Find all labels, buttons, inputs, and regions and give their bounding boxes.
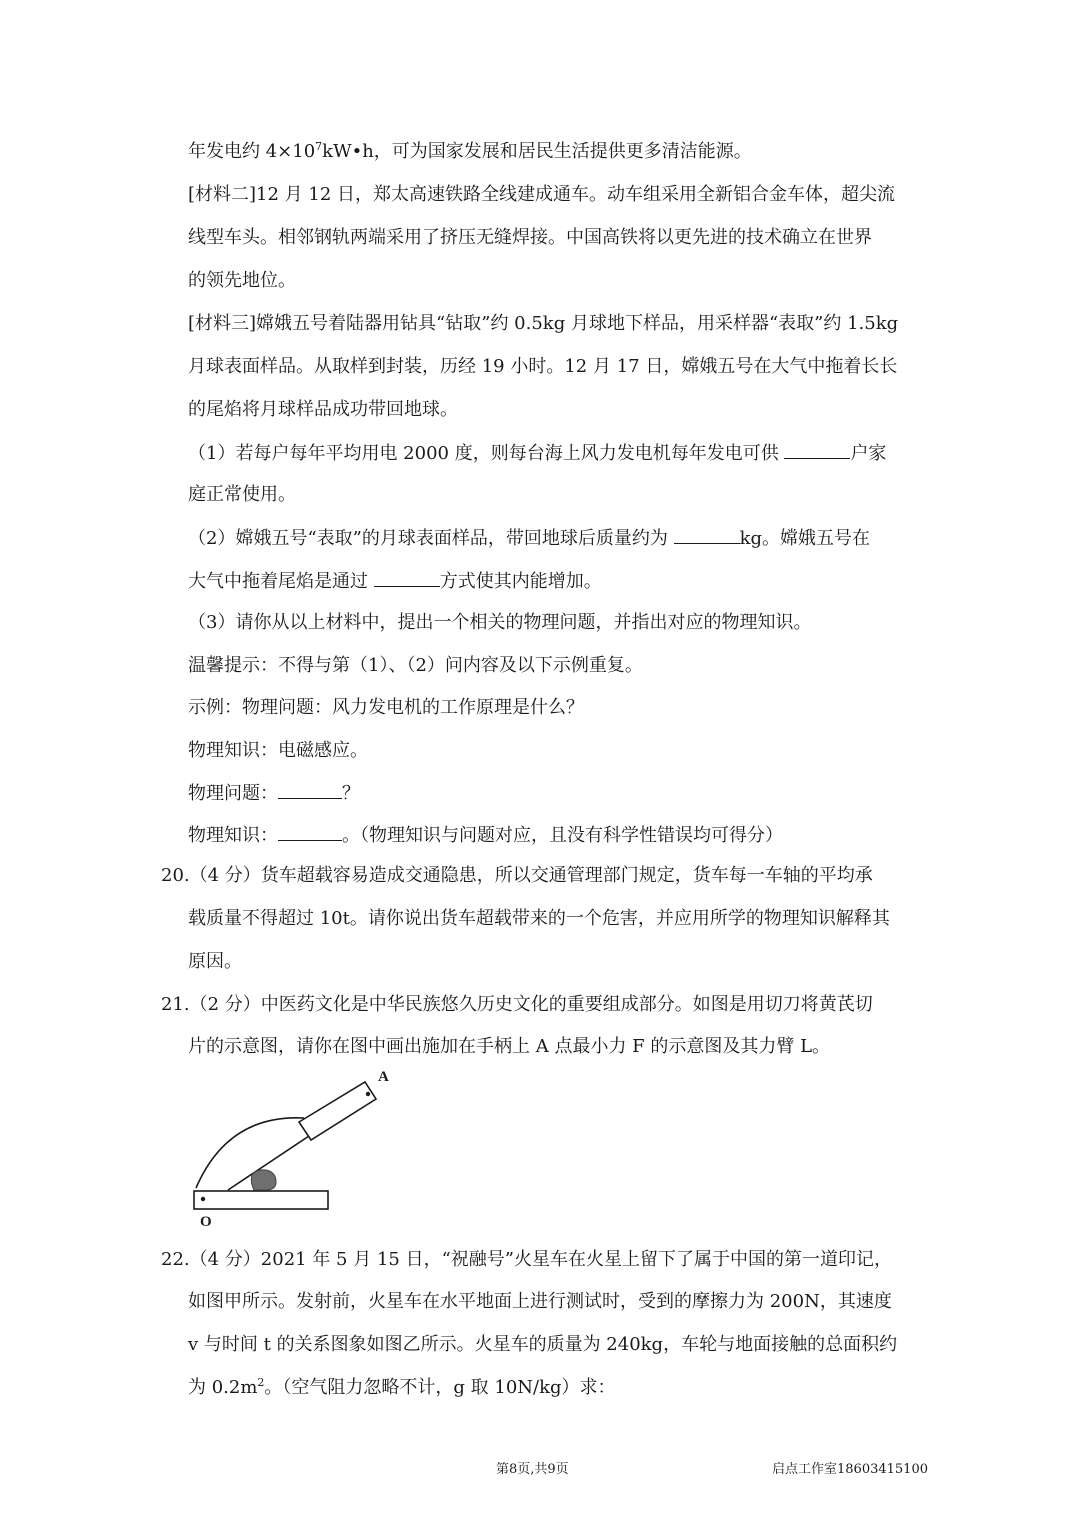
text-line (188, 141, 752, 163)
text-span: 大气中拖着尾焰是通过 (188, 571, 374, 592)
page-number: 第8页,共9页 (496, 1462, 569, 1477)
question-20-line: 20.（4 分）货车超载容易造成交通隐患，所以交通管理部门规定，货车每一车轴的平均承 (161, 865, 873, 886)
text-span: 年发电约 4×10 (188, 141, 316, 162)
text-line: v 与时间 t 的关系图象如图乙所示。火星车的质量为 240kg，车轮与地面接触的总面积约 (188, 1334, 898, 1355)
label-o: O (200, 1214, 212, 1230)
text-line: 物理知识：电磁感应。 (188, 740, 368, 761)
text-line (188, 442, 886, 465)
text-line: 庭正常使用。 (188, 484, 296, 505)
text-line (188, 782, 360, 805)
text-line: 的尾焰将月球样品成功带回地球。 (188, 399, 458, 420)
text-span: （1）若每户每年平均用电 2000 度，则每台海上风力发电机每年发电可供 (188, 443, 785, 464)
text-span: 。（物理知识与问题对应，且没有科学性错误均可得分） (342, 825, 783, 846)
text-span: 为 0.2m (188, 1377, 258, 1398)
text-line: 载质量不得超过 10t。请你说出货车超载带来的一个危害，并应用所学的物理知识解释其 (188, 908, 890, 929)
text-line: 示例：物理问题：风力发电机的工作原理是什么？ (188, 697, 584, 718)
text-span: （2）嫦娥五号“表取”的月球表面样品，带回地球后质量约为 (188, 528, 674, 549)
text-line: [材料三]嫦娥五号着陆器用钻具“钻取”约 0.5kg 月球地下样品，用采样器“表取”约 1.5kg (188, 313, 899, 334)
pivot-o-dot (201, 1197, 205, 1201)
text-line: 温馨提示：不得与第（1）、（2）问内容及以下示例重复。 (188, 655, 643, 676)
text-span: kg。嫦娥五号在 (739, 528, 871, 549)
text-span: 物理知识： (188, 825, 278, 846)
text-span: 。（空气阻力忽略不计，g 取 10N/kg）求： (264, 1377, 616, 1398)
base-board (194, 1191, 328, 1209)
answer-blank (278, 782, 342, 799)
text-line (188, 570, 602, 593)
text-line: （3）请你从以上材料中，提出一个相关的物理问题，并指出对应的物理知识。 (188, 612, 812, 633)
studio-contact: 启点工作室18603415100 (772, 1462, 928, 1477)
answer-blank (784, 442, 850, 459)
answer-blank (374, 570, 440, 587)
text-span: 物理问题： (188, 783, 278, 804)
text-line: 的领先地位。 (188, 270, 296, 291)
text-span: kW•h，可为国家发展和居民生活提供更多清洁能源。 (322, 141, 752, 162)
text-line: [材料二]12 月 12 日，郑太高速铁路全线建成通车。动车组采用全新铝合金车体，超尖流 (188, 184, 896, 205)
text-span: 方式使其内能增加。 (439, 571, 602, 592)
herb-slice (251, 1170, 276, 1190)
cutter-lever-diagram (186, 1064, 389, 1232)
label-a: A (378, 1069, 389, 1085)
handle (299, 1082, 376, 1140)
text-span: ？ (342, 783, 360, 804)
text-line: 原因。 (188, 951, 242, 972)
text-line (188, 1377, 616, 1399)
answer-blank (278, 824, 342, 841)
text-span: 户家 (850, 443, 887, 464)
question-21-line: 21.（2 分）中医药文化是中华民族悠久历史文化的重要组成部分。如图是用切刀将黄芪切 (161, 994, 873, 1015)
point-a-dot (366, 1092, 370, 1096)
answer-blank (674, 527, 740, 544)
text-line: 月球表面样品。从取样到封装，历经 19 小时。12 月 17 日，嫦娥五号在大气中拖着长长 (188, 356, 898, 377)
text-line: 如图甲所示。发射前，火星车在水平地面上进行测试时，受到的摩擦力为 200N，其速度 (188, 1291, 892, 1312)
text-line: 线型车头。相邻钢轨两端采用了挤压无缝焊接。中国高铁将以更先进的技术确立在世界 (188, 227, 872, 248)
text-line (188, 824, 783, 847)
blade-arc (196, 1118, 304, 1188)
superscript: 2 (257, 1376, 265, 1389)
question-22-line: 22.（4 分）2021 年 5 月 15 日，“祝融号”火星车在火星上留下了属于中国的第一道印记， (161, 1249, 892, 1270)
superscript: 7 (315, 140, 323, 153)
text-line (188, 527, 870, 550)
text-line: 片的示意图，请你在图中画出施加在手柄上 A 点最小力 F 的示意图及其力臂 L。 (188, 1036, 831, 1057)
